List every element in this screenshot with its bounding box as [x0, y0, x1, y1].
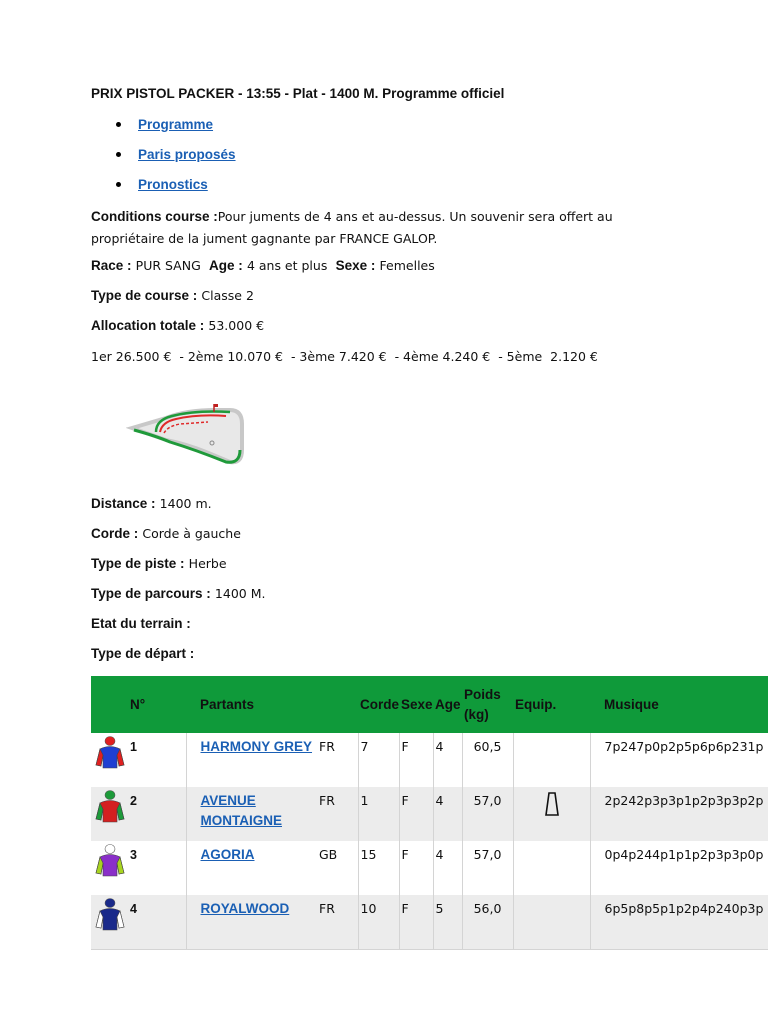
type-piste-value: Herbe: [188, 556, 227, 571]
type-piste-label: Type de piste :: [91, 556, 185, 571]
type-course-line: [91, 288, 254, 304]
conditions-label: Conditions course :: [91, 209, 218, 224]
header-age: Age: [433, 676, 462, 733]
detail-type-parcours: [91, 586, 265, 602]
runner-name-cell: [186, 787, 317, 841]
header-equip: Equip.: [513, 676, 590, 733]
etat-terrain-label: Etat du terrain :: [91, 616, 191, 631]
blinkers-icon: [544, 791, 560, 817]
header-corde: Corde: [358, 676, 399, 733]
runner-name-link[interactable]: AGORIA: [200, 847, 255, 862]
runner-corde: 1: [358, 787, 399, 841]
link-programme[interactable]: Programme: [138, 117, 214, 132]
race-line: [91, 258, 435, 274]
runner-equip: [513, 895, 590, 950]
table-row: [91, 895, 768, 950]
jockey-silk-cell: [91, 841, 128, 895]
distance-value: 1400 m.: [159, 496, 212, 511]
detail-etat-terrain: [91, 616, 191, 632]
race-label: Race :: [91, 258, 132, 273]
link-pronostics[interactable]: Pronostics: [138, 177, 208, 192]
detail-type-depart: [91, 646, 194, 662]
runner-poids: 57,0: [462, 787, 513, 841]
track-map: [126, 400, 250, 474]
runner-sexe: F: [399, 733, 433, 787]
runner-age: 4: [433, 787, 462, 841]
runner-sexe: F: [399, 841, 433, 895]
sexe-label: Sexe :: [335, 258, 376, 273]
table-row: [91, 733, 768, 787]
type-parcours-label: Type de parcours :: [91, 586, 211, 601]
header-musique: Musique: [590, 676, 768, 733]
runner-corde: 15: [358, 841, 399, 895]
runner-name-link[interactable]: ROYALWOOD: [200, 901, 290, 916]
jockey-silk-cell: [91, 733, 128, 787]
runner-equip: [513, 787, 590, 841]
age-value: 4 ans et plus: [246, 258, 328, 273]
header-country: [317, 676, 358, 733]
nav-item-pronostics: [91, 172, 236, 202]
header-partants: Partants: [186, 676, 317, 733]
racecourse-diagram-icon: [126, 400, 250, 470]
runner-name-cell: [186, 733, 317, 787]
runner-musique: 7p247p0p2p5p6p6p231p: [590, 733, 768, 787]
runner-poids: 57,0: [462, 841, 513, 895]
nav-item-paris: [91, 142, 236, 172]
conditions-value: Pour juments de 4 ans et au-dessus. Un souvenir sera offert au propriétaire de la jument gagnante par FRANCE GALOP.: [91, 209, 613, 246]
runner-musique: 0p4p244p1p1p2p3p3p0p: [590, 841, 768, 895]
jockey-silk-icon: [93, 843, 127, 877]
runner-number: 1: [128, 733, 186, 787]
runner-sexe: F: [399, 787, 433, 841]
race-value: PUR SANG: [135, 258, 201, 273]
runner-musique: 6p5p8p5p1p2p4p240p3p: [590, 895, 768, 950]
runner-country: FR: [317, 895, 358, 950]
age-label: Age :: [209, 258, 243, 273]
runner-country: GB: [317, 841, 358, 895]
runner-sexe: F: [399, 895, 433, 950]
corde-label: Corde :: [91, 526, 139, 541]
table-row: [91, 841, 768, 895]
runner-musique: 2p242p3p3p1p2p3p3p2p: [590, 787, 768, 841]
runner-country: FR: [317, 733, 358, 787]
runner-country: FR: [317, 787, 358, 841]
table-header-row: [91, 676, 768, 733]
nav-item-programme: [91, 112, 236, 142]
table-row: [91, 787, 768, 841]
jockey-silk-cell: [91, 895, 128, 950]
distance-label: Distance :: [91, 496, 156, 511]
jockey-silk-icon: [93, 897, 127, 931]
runner-name-link[interactable]: AVENUE MONTAIGNE: [200, 793, 282, 828]
type-course-value: Classe 2: [201, 288, 254, 303]
type-parcours-value: 1400 M.: [214, 586, 266, 601]
runner-number: 3: [128, 841, 186, 895]
header-poids: Poids (kg): [462, 676, 513, 733]
header-jockey: [91, 676, 128, 733]
conditions: [91, 206, 631, 250]
header-sexe: Sexe: [399, 676, 433, 733]
jockey-silk-cell: [91, 787, 128, 841]
runner-equip: [513, 841, 590, 895]
allocation-line: [91, 318, 264, 334]
allocation-value: 53.000 €: [208, 318, 265, 333]
runner-number: 2: [128, 787, 186, 841]
runner-age: 4: [433, 733, 462, 787]
prize-breakdown: 1er 26.500 € - 2ème 10.070 € - 3ème 7.420 € - 4ème 4.240 € - 5ème 2.120 €: [91, 349, 598, 364]
detail-corde: [91, 526, 241, 542]
runner-poids: 60,5: [462, 733, 513, 787]
page-title: PRIX PISTOL PACKER - 13:55 - Plat - 1400 M. Programme officiel: [91, 86, 505, 101]
corde-value: Corde à gauche: [142, 526, 241, 541]
runners-table: [91, 676, 768, 950]
sexe-value: Femelles: [379, 258, 435, 273]
nav-list: [91, 112, 236, 202]
jockey-silk-icon: [93, 735, 127, 769]
header-num: N°: [128, 676, 186, 733]
runner-poids: 56,0: [462, 895, 513, 950]
jockey-silk-icon: [93, 789, 127, 823]
runner-corde: 7: [358, 733, 399, 787]
runner-age: 4: [433, 841, 462, 895]
runner-number: 4: [128, 895, 186, 950]
runner-name-cell: [186, 895, 317, 950]
runner-corde: 10: [358, 895, 399, 950]
link-paris-proposes[interactable]: Paris proposés: [138, 147, 236, 162]
runner-name-cell: [186, 841, 317, 895]
type-depart-label: Type de départ :: [91, 646, 195, 661]
runner-age: 5: [433, 895, 462, 950]
detail-distance: [91, 496, 212, 512]
allocation-label: Allocation totale :: [91, 318, 205, 333]
detail-type-piste: [91, 556, 227, 572]
type-course-label: Type de course :: [91, 288, 198, 303]
runner-equip: [513, 733, 590, 787]
runner-name-link[interactable]: HARMONY GREY: [200, 739, 313, 754]
